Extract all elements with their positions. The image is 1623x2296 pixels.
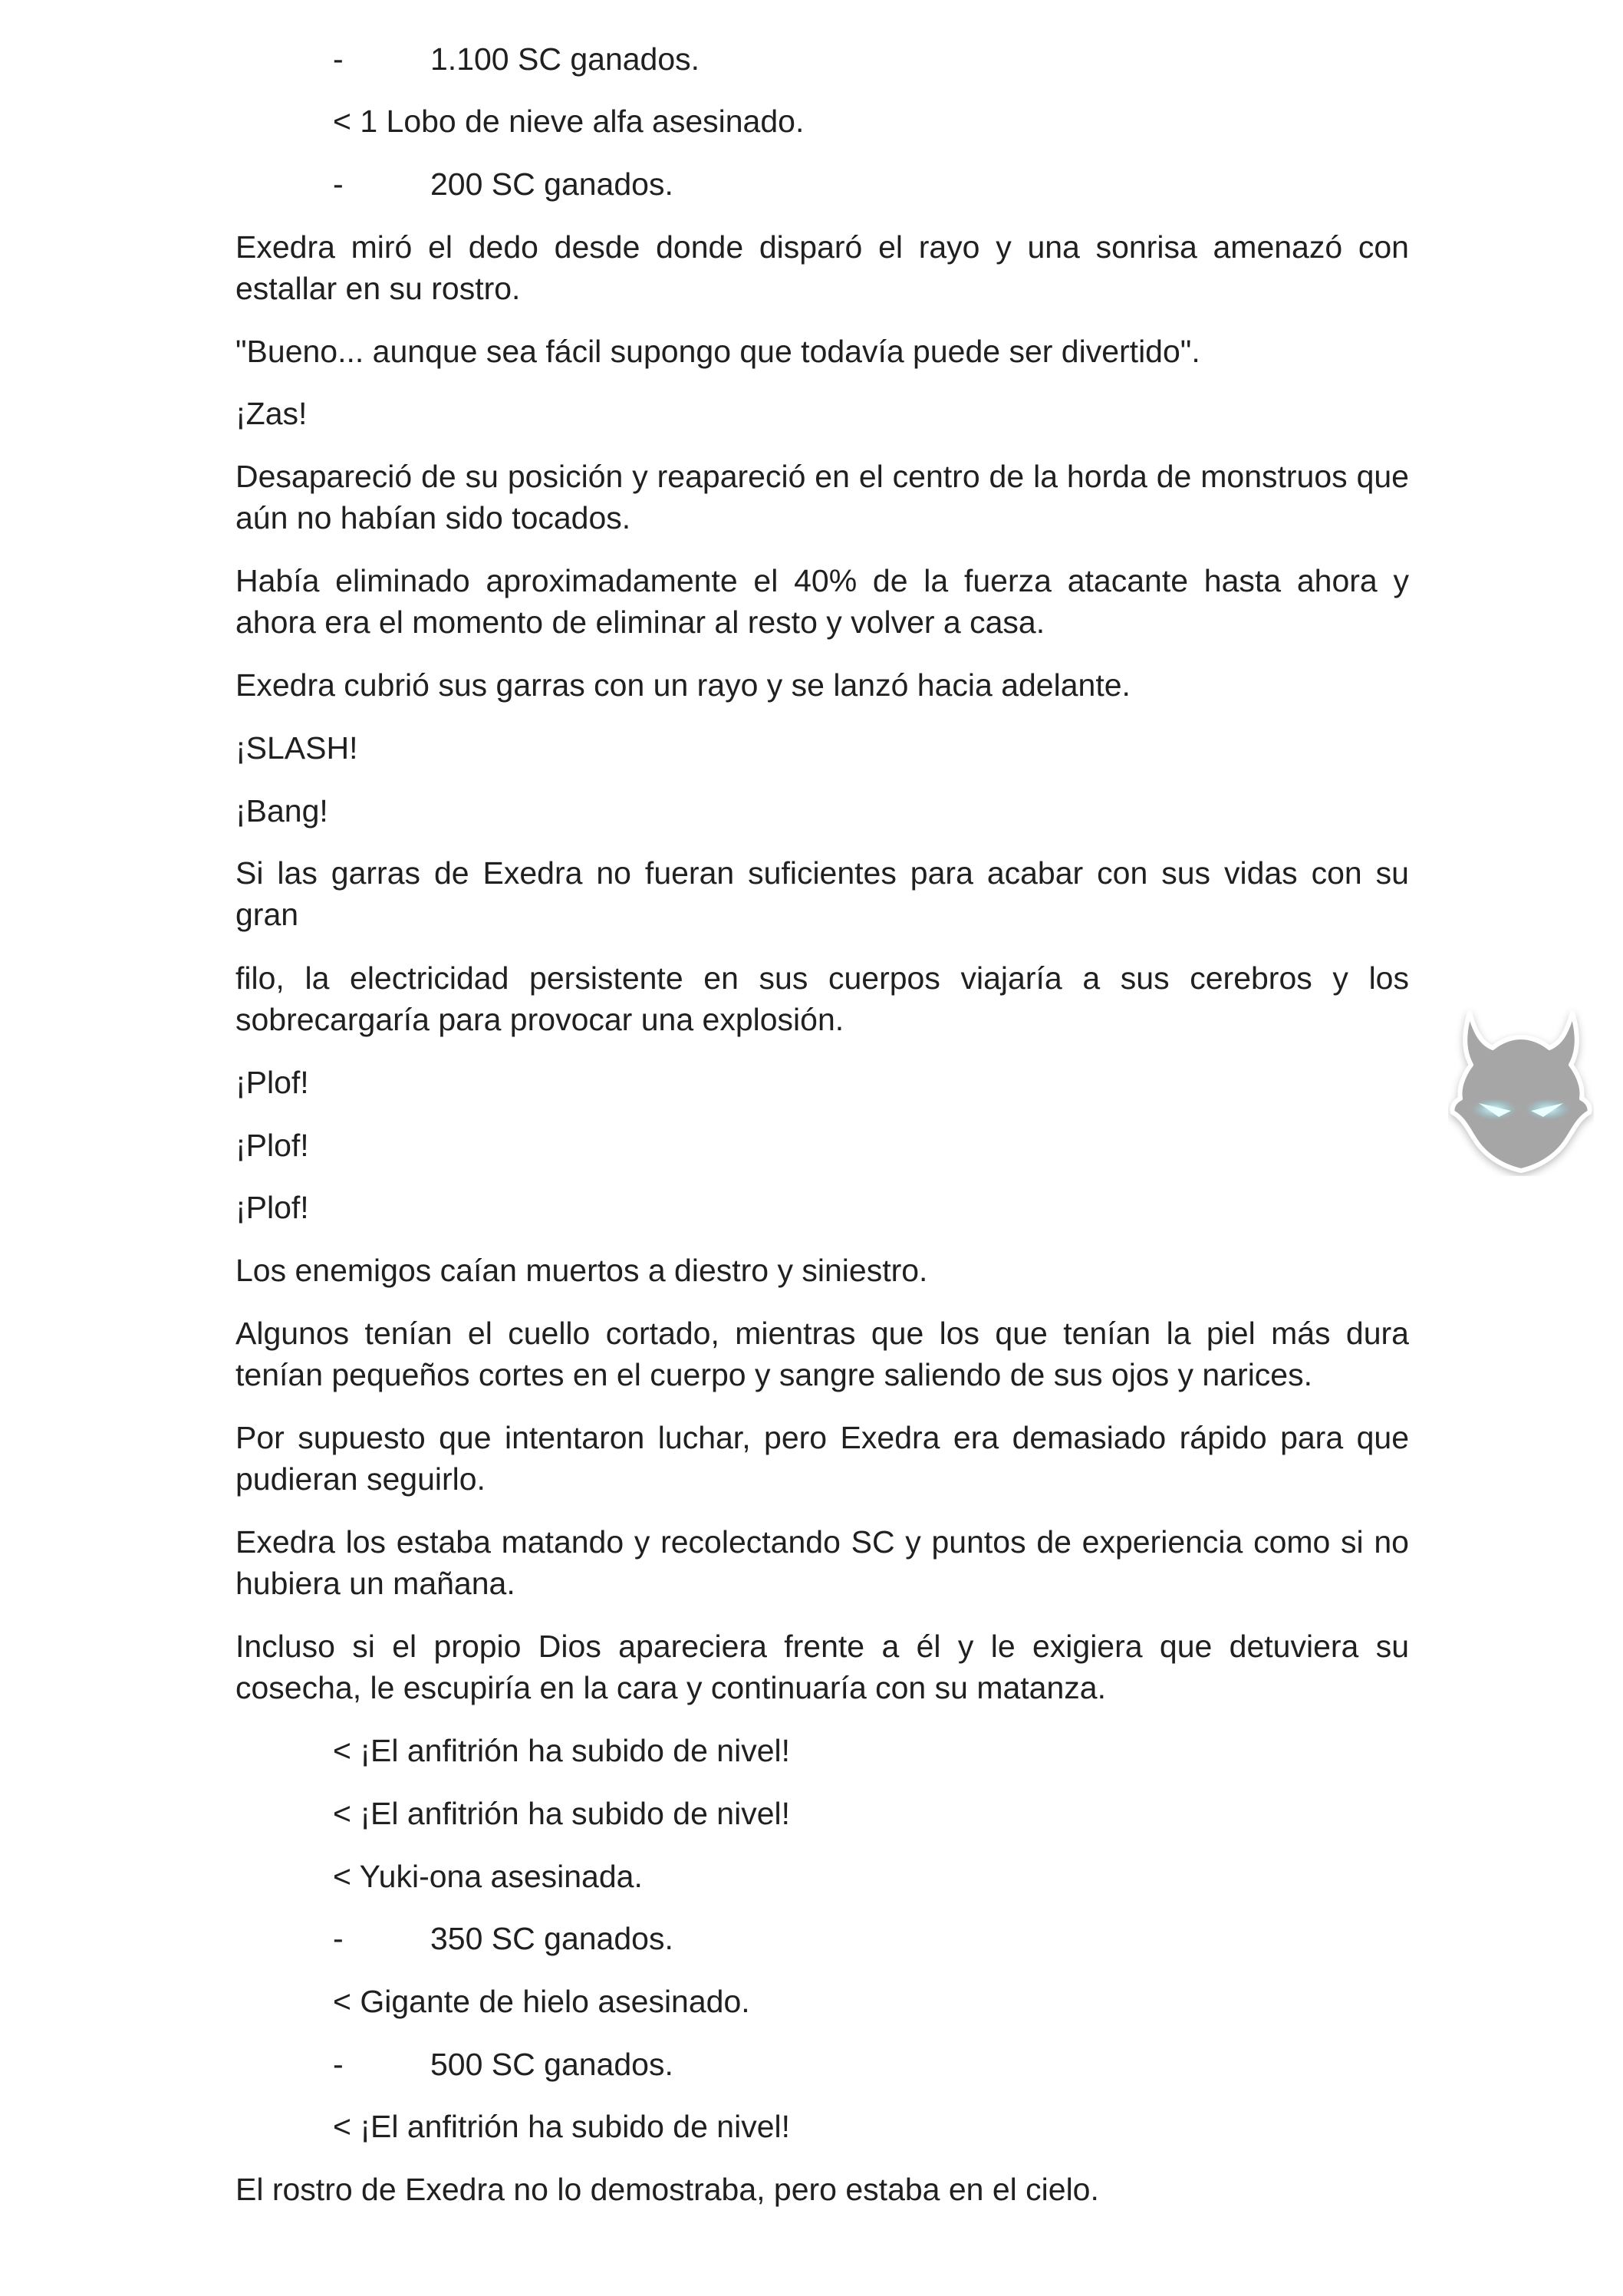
system-message: < ¡El anfitrión ha subido de nivel! [333, 2109, 791, 2144]
system-message: < Gigante de hielo asesinado. [333, 1984, 750, 2019]
system-message: < ¡El anfitrión ha subido de nivel! [333, 1796, 791, 1831]
system-message: < Yuki-ona asesinada. [333, 1859, 643, 1894]
demon-head-icon [1448, 1003, 1594, 1176]
paragraph: Exedra miró el dedo desde donde disparó el rayo y una sonrisa amenazó con estallar en su rostro. [235, 229, 1409, 306]
paragraph: Exedra los estaba matando y recolectando SC y puntos de experiencia como si no hubiera un mañana. [235, 1524, 1409, 1601]
reward-line: 500 SC ganados. [430, 2047, 673, 2082]
paragraph: ¡Plof! [235, 1065, 309, 1100]
reward-line: 200 SC ganados. [430, 166, 673, 202]
paragraph: ¡SLASH! [235, 730, 358, 766]
paragraph: ¡Plof! [235, 1128, 309, 1163]
paragraph: Algunos tenían el cuello cortado, mientras que los que tenían la piel más dura tenían pequeños cortes en el cuerpo y sangre saliendo de sus ojos y narices. [235, 1316, 1409, 1392]
paragraph: "Bueno... aunque sea fácil supongo que todavía puede ser divertido". [235, 334, 1200, 369]
paragraph: Había eliminado aproximadamente el 40% de la fuerza atacante hasta ahora y ahora era el momento de eliminar al resto y volver a casa. [235, 563, 1409, 640]
dash-marker: - [333, 166, 344, 202]
paragraph: ¡Plof! [235, 1190, 309, 1225]
reward-line: 1.100 SC ganados. [430, 41, 700, 77]
dash-marker: - [333, 41, 344, 77]
paragraph: filo, la electricidad persistente en sus cuerpos viajaría a sus cerebros y los sobrecargaría para provocar una explosión. [235, 960, 1409, 1037]
dash-marker: - [333, 2047, 344, 2082]
paragraph: Los enemigos caían muertos a diestro y siniestro. [235, 1253, 928, 1288]
paragraph: ¡Bang! [235, 793, 328, 828]
paragraph: Exedra cubrió sus garras con un rayo y se lanzó hacia adelante. [235, 667, 1131, 703]
system-message: < 1 Lobo de nieve alfa asesinado. [333, 104, 805, 139]
paragraph: ¡Zas! [235, 396, 308, 431]
paragraph: Incluso si el propio Dios apareciera frente a él y le exigiera que detuviera su cosecha, le escupiría en la cara y continuaría con su matanza. [235, 1629, 1409, 1705]
paragraph: Desapareció de su posición y reapareció en el centro de la horda de monstruos que aún no habían sido tocados. [235, 459, 1409, 535]
dash-marker: - [333, 1921, 344, 1956]
paragraph: El rostro de Exedra no lo demostraba, pero estaba en el cielo. [235, 2172, 1099, 2207]
reward-line: 350 SC ganados. [430, 1921, 673, 1956]
paragraph: Por supuesto que intentaron luchar, pero Exedra era demasiado rápido para que pudieran seguirlo. [235, 1420, 1409, 1497]
paragraph: Si las garras de Exedra no fueran suficientes para acabar con sus vidas con su gran [235, 855, 1409, 932]
system-message: < ¡El anfitrión ha subido de nivel! [333, 1733, 791, 1768]
